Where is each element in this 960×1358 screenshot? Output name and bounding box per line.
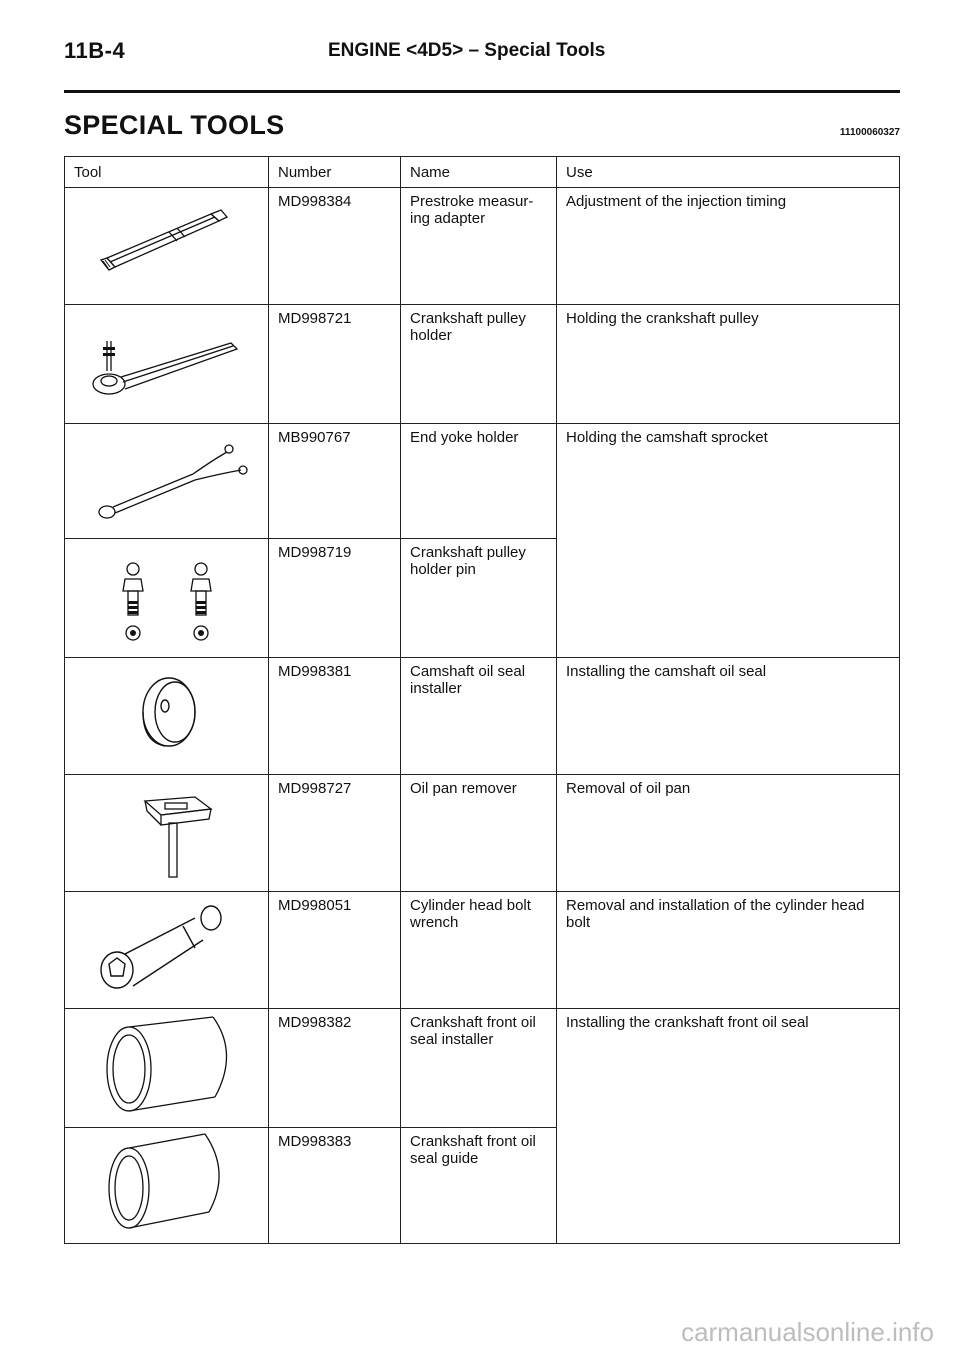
tool-number: MD998727 bbox=[269, 775, 401, 892]
tool-use: Installing the camshaft oil seal bbox=[557, 658, 900, 775]
tool-use: Holding the crankshaft pulley bbox=[557, 305, 900, 424]
tool-illustration-cell bbox=[65, 892, 269, 1009]
holder-pin-icon bbox=[65, 539, 269, 657]
tool-use: Installing the crankshaft front oil seal bbox=[557, 1009, 900, 1244]
tool-illustration-cell bbox=[65, 1128, 269, 1244]
oil-seal-installer-icon bbox=[65, 658, 269, 774]
pulley-holder-icon bbox=[65, 305, 269, 423]
socket-wrench-icon bbox=[65, 892, 269, 1008]
tool-use: Adjustment of the injection timing bbox=[557, 188, 900, 305]
tool-illustration-cell bbox=[65, 305, 269, 424]
table-row bbox=[65, 658, 900, 775]
prestroke-adapter-icon bbox=[65, 188, 269, 304]
table-row bbox=[65, 305, 900, 424]
end-yoke-holder-icon bbox=[65, 424, 269, 538]
tool-number: MD998382 bbox=[269, 1009, 401, 1128]
tool-illustration-cell bbox=[65, 1009, 269, 1128]
tool-use: Holding the camshaft sprocket bbox=[557, 424, 900, 658]
running-title: ENGINE <4D5> – Special Tools bbox=[328, 40, 606, 61]
tool-illustration-cell bbox=[65, 539, 269, 658]
column-header-use: Use bbox=[557, 157, 900, 188]
page-header bbox=[64, 38, 900, 96]
tool-number: MD998719 bbox=[269, 539, 401, 658]
document-code: 11100060327 bbox=[839, 127, 900, 138]
tool-number: MD998051 bbox=[269, 892, 401, 1009]
tool-number: MD998383 bbox=[269, 1128, 401, 1244]
tool-name: Camshaft oil seal installer bbox=[401, 658, 557, 775]
column-header-number: Number bbox=[269, 157, 401, 188]
tool-name: Oil pan remover bbox=[401, 775, 557, 892]
page-number: 11B-4 bbox=[64, 38, 126, 63]
front-seal-guide-icon bbox=[65, 1128, 269, 1243]
tool-number: MD998721 bbox=[269, 305, 401, 424]
table-row bbox=[65, 775, 900, 892]
oil-pan-remover-icon bbox=[65, 775, 269, 891]
tool-number: MD998381 bbox=[269, 658, 401, 775]
table-row bbox=[65, 1009, 900, 1128]
tool-name: End yoke holder bbox=[401, 424, 557, 539]
tool-name: Cylinder head bolt wrench bbox=[401, 892, 557, 1009]
section-title: SPECIAL TOOLS bbox=[64, 110, 285, 140]
watermark: carmanualsonline.info bbox=[681, 1317, 934, 1347]
special-tools-table bbox=[64, 156, 900, 1244]
table-row bbox=[65, 892, 900, 1009]
tool-name: Crankshaft front oil seal guide bbox=[401, 1128, 557, 1244]
tool-illustration-cell bbox=[65, 658, 269, 775]
tool-number: MB990767 bbox=[269, 424, 401, 539]
tool-use: Removal and installation of the cylinder head bolt bbox=[557, 892, 900, 1009]
tool-illustration-cell bbox=[65, 424, 269, 539]
tool-illustration-cell bbox=[65, 188, 269, 305]
tool-name: Crankshaft pulley holder bbox=[401, 305, 557, 424]
column-header-tool: Tool bbox=[65, 157, 269, 188]
table-header-row bbox=[65, 157, 900, 188]
front-seal-installer-icon bbox=[65, 1009, 269, 1127]
tool-name: Prestroke measur- ing adapter bbox=[401, 188, 557, 305]
column-header-name: Name bbox=[401, 157, 557, 188]
tool-name: Crankshaft front oil seal installer bbox=[401, 1009, 557, 1128]
tool-name: Crankshaft pulley holder pin bbox=[401, 539, 557, 658]
tool-use: Removal of oil pan bbox=[557, 775, 900, 892]
tool-number: MD998384 bbox=[269, 188, 401, 305]
header-rule bbox=[64, 90, 900, 93]
table-row bbox=[65, 188, 900, 305]
tool-illustration-cell bbox=[65, 775, 269, 892]
table-row bbox=[65, 424, 900, 539]
